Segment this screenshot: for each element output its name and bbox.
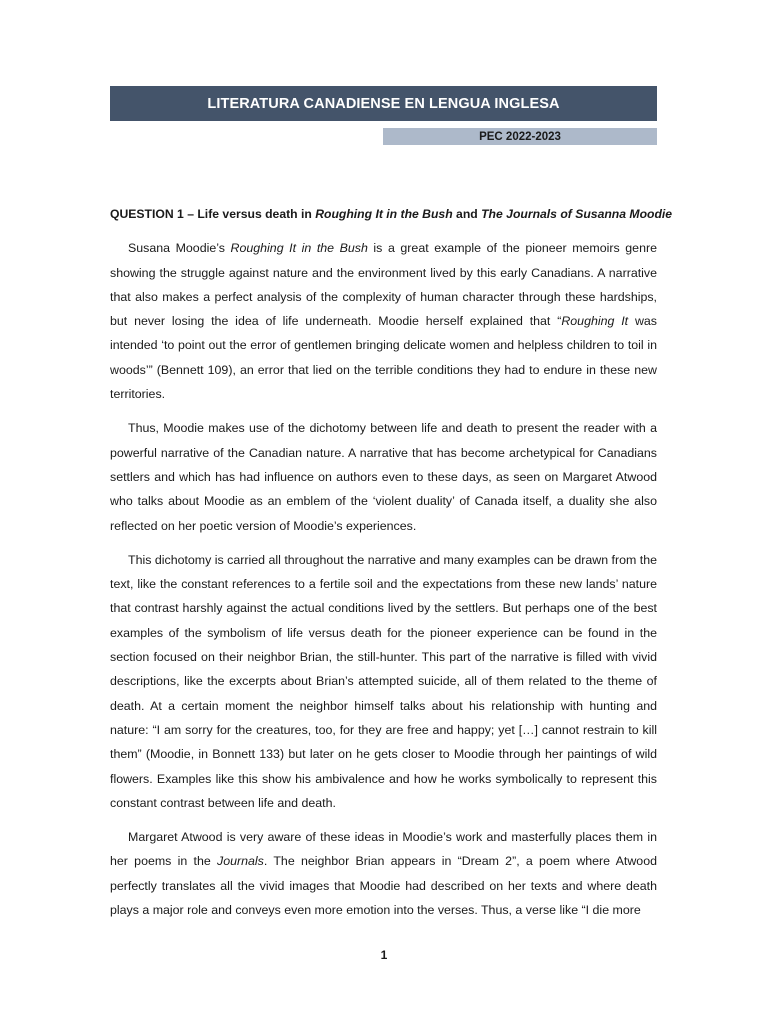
italic-title-run: Roughing It: [561, 314, 629, 329]
question-heading: [110, 202, 673, 226]
paragraph-1: [110, 236, 657, 406]
pec-label: PEC 2022-2023: [479, 130, 561, 143]
course-title-banner: [110, 86, 657, 121]
italic-title-run: Journals: [217, 854, 264, 869]
question-work-1: Roughing It in the Bush: [315, 207, 453, 221]
page-number: 1: [380, 948, 388, 962]
text-run: Thus, Moodie makes use of the dichotomy between life and death to present the reader with a powerful narrative of the Canadian nature. A narrative that has become archetypical for Canadians settlers and which has had influence on authors even to these days, as seen on Margaret Atwood who talks about Moodie as an emblem of the ‘violent duality’ of Canada itself, a duality she also reflected on her poetic version of Moodie’s experiences.: [110, 421, 657, 533]
text-run: This dichotomy is carried all throughout the narrative and many examples can be drawn from the text, like the constant references to a fertile soil and the expectations from these new lands’ nature that contrast harshly against the actual conditions lived by the settlers. But perhaps one of the best examples of the symbolism of life versus death for the pioneer experience can be found in the section focused on their neighbor Brian, the still-hunter. This part of the narrative is filled with vivid descriptions, like the excerpts about Brian’s attempted suicide, all of them related to the theme of death. At a certain moment the neighbor himself talks about his relationship with hunting and nature: “I am sorry for the creatures, too, for they are free and happy; yet […] cannot restrain to kill them” (Moodie, in Bonnett 133) but later on he gets closer to Moodie through her paintings of wild flowers. Examples like this show his ambivalence and how he works symbolically to represent this constant contrast between life and death.: [110, 552, 657, 810]
paragraph-2: [110, 416, 657, 537]
course-title: LITERATURA CANADIENSE EN LENGUA INGLESA: [207, 95, 560, 112]
document-body: [110, 202, 673, 932]
text-run: was intended ‘to point out the error of gentlemen bringing delicate women and helpless children to toil in woods’” (Bennett 109), an error that lied on the terrible conditions they had to endure in these new territories.: [110, 314, 658, 402]
question-work-2: The Journals of Susanna Moodie: [481, 207, 673, 221]
italic-title-run: Roughing It in the Bush: [230, 241, 368, 256]
pec-banner: [383, 128, 657, 145]
text-run: Margaret Atwood is very aware of these ideas in Moodie’s work and masterfully places them in her poems in the: [110, 830, 657, 869]
text-run: Susana Moodie’s: [128, 241, 231, 256]
text-run: is a great example of the pioneer memoirs genre showing the struggle against nature and the environment lived by this early Canadians. A narrative that also makes a perfect analysis of the complexity of human character through these hardships, but never losing the idea of life underneath. Moodie herself explained that “: [110, 241, 657, 329]
question-and: and: [452, 207, 482, 221]
paragraph-3: [110, 548, 657, 815]
text-run: . The neighbor Brian appears in “Dream 2”, a poem where Atwood perfectly translates all the vivid images that Moodie had described on her texts and where death plays a major role and conveys even more emotion into the verses. Thus, a verse like “I die more: [110, 854, 657, 918]
paragraph-4: [110, 825, 657, 922]
question-prefix: QUESTION 1 – Life versus death in: [110, 207, 316, 221]
